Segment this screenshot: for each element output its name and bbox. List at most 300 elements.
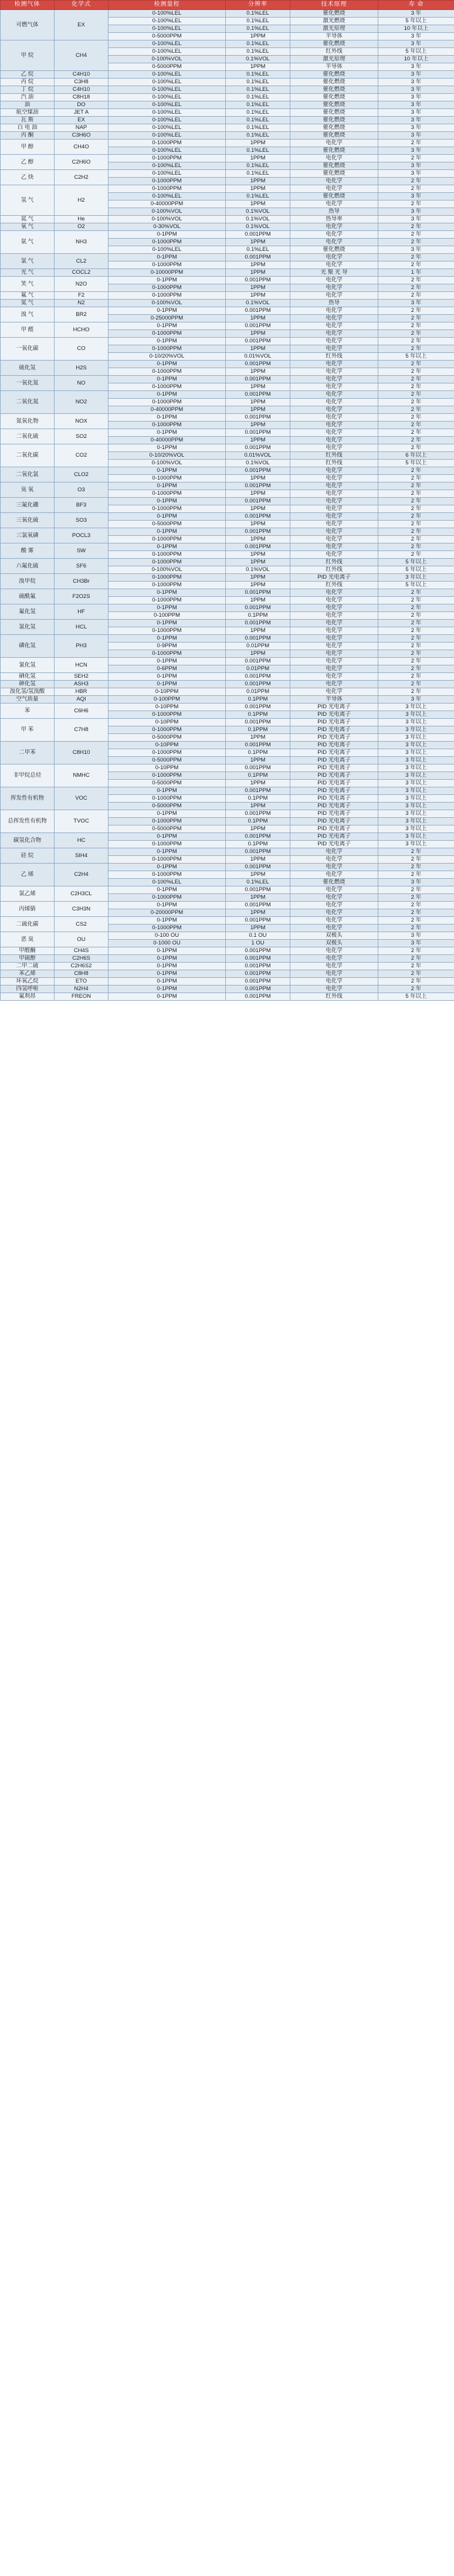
table-row bbox=[1, 559, 454, 566]
cell-detection-range: 0-1PPM bbox=[109, 970, 226, 978]
cell-gas-name: 甲 烷 bbox=[1, 40, 55, 71]
table-row bbox=[1, 658, 454, 665]
cell-detection-range: 0-1000PPM bbox=[109, 818, 226, 825]
cell-technology: 电化学 bbox=[290, 399, 378, 406]
cell-chemical-formula: CH4 bbox=[55, 40, 109, 71]
cell-life: 2 年 bbox=[378, 292, 454, 300]
cell-resolution: 0.001PPM bbox=[226, 589, 290, 597]
cell-detection-range: 0-1PPM bbox=[109, 673, 226, 681]
cell-detection-range: 0-1000PPM bbox=[109, 185, 226, 193]
cell-gas-name: 氟利昂 bbox=[1, 993, 55, 1001]
cell-technology: 电化学 bbox=[290, 178, 378, 185]
cell-life: 2 年 bbox=[378, 589, 454, 597]
cell-technology: 热导率 bbox=[290, 216, 378, 223]
cell-life: 1 年 bbox=[378, 269, 454, 277]
cell-chemical-formula: POCL3 bbox=[55, 528, 109, 543]
cell-technology: 电化学 bbox=[290, 536, 378, 543]
cell-life: 2 年 bbox=[378, 925, 454, 932]
cell-technology: PID 光电离子 bbox=[290, 825, 378, 833]
cell-detection-range: 0-1000PPM bbox=[109, 284, 226, 292]
cell-gas-name: 氟化氢 bbox=[1, 604, 55, 620]
cell-resolution: 0.1PPM bbox=[226, 818, 290, 825]
cell-life: 5 年以上 bbox=[378, 559, 454, 566]
cell-resolution: 0.001PPM bbox=[226, 307, 290, 315]
cell-resolution: 0.1 OU bbox=[226, 932, 290, 940]
cell-life: 2 年 bbox=[378, 406, 454, 414]
cell-chemical-formula: NH3 bbox=[55, 231, 109, 254]
cell-life: 3 年 bbox=[378, 300, 454, 307]
cell-technology: 红外线 bbox=[290, 582, 378, 589]
cell-resolution: 1PPM bbox=[226, 368, 290, 376]
cell-detection-range: 0-30%VOL bbox=[109, 223, 226, 231]
cell-life: 2 年 bbox=[378, 315, 454, 322]
cell-technology: 电化学 bbox=[290, 978, 378, 985]
cell-life: 3 年 bbox=[378, 33, 454, 40]
cell-gas-name: 光 气 bbox=[1, 269, 55, 277]
cell-life: 2 年 bbox=[378, 665, 454, 673]
cell-life: 2 年 bbox=[378, 521, 454, 528]
cell-technology: PID 光电离子 bbox=[290, 711, 378, 719]
cell-technology: 电化学 bbox=[290, 475, 378, 482]
cell-resolution: 1PPM bbox=[226, 330, 290, 338]
cell-life: 5 年以上 bbox=[378, 993, 454, 1001]
cell-detection-range: 0-100%LEL bbox=[109, 117, 226, 124]
cell-gas-name: 硅 烷 bbox=[1, 848, 55, 864]
cell-chemical-formula: NMHC bbox=[55, 764, 109, 787]
cell-gas-name: 二甲二硫 bbox=[1, 963, 55, 970]
cell-chemical-formula: C4H10 bbox=[55, 86, 109, 94]
cell-chemical-formula: C2H6S2 bbox=[55, 963, 109, 970]
cell-detection-range: 0-1000PPM bbox=[109, 841, 226, 848]
cell-life: 3 年 bbox=[378, 71, 454, 79]
cell-detection-range: 0-100%VOL bbox=[109, 216, 226, 223]
cell-resolution: 0.1%LEL bbox=[226, 132, 290, 140]
cell-resolution: 0.001PPM bbox=[226, 376, 290, 383]
cell-technology: 电化学 bbox=[290, 985, 378, 993]
cell-detection-range: 0-5000PPM bbox=[109, 63, 226, 71]
cell-resolution: 0.001PPM bbox=[226, 277, 290, 284]
cell-technology: 热导 bbox=[290, 300, 378, 307]
cell-technology: 电化学 bbox=[290, 261, 378, 269]
cell-gas-name: 氮 气 bbox=[1, 300, 55, 307]
cell-technology: 电化学 bbox=[290, 505, 378, 513]
cell-resolution: 1PPM bbox=[226, 582, 290, 589]
cell-detection-range: 0-100%LEL bbox=[109, 109, 226, 117]
cell-life: 2 年 bbox=[378, 254, 454, 261]
cell-resolution: 1PPM bbox=[226, 33, 290, 40]
table-row bbox=[1, 10, 454, 18]
cell-life: 2 年 bbox=[378, 338, 454, 345]
cell-life: 2 年 bbox=[378, 482, 454, 490]
cell-technology: 电化学 bbox=[290, 330, 378, 338]
cell-technology: PID 光电离子 bbox=[290, 742, 378, 749]
cell-detection-range: 0-1PPM bbox=[109, 787, 226, 795]
table-row bbox=[1, 269, 454, 277]
table-row bbox=[1, 117, 454, 124]
table-row bbox=[1, 696, 454, 704]
cell-gas-name: 氨 气 bbox=[1, 231, 55, 254]
cell-chemical-formula: N2O bbox=[55, 277, 109, 292]
cell-resolution: 0.001PPM bbox=[226, 833, 290, 841]
cell-chemical-formula: CH3Br bbox=[55, 574, 109, 589]
cell-technology: 电化学 bbox=[290, 140, 378, 147]
table-row bbox=[1, 742, 454, 749]
column-header-range: 检测量程 bbox=[109, 1, 226, 10]
cell-resolution: 1PPM bbox=[226, 559, 290, 566]
cell-detection-range: 0-1PPM bbox=[109, 482, 226, 490]
cell-technology: PID 光电离子 bbox=[290, 780, 378, 787]
cell-resolution: 0.1%LEL bbox=[226, 25, 290, 33]
cell-gas-name: 四氢呼啦 bbox=[1, 985, 55, 993]
cell-chemical-formula: C4H10 bbox=[55, 71, 109, 79]
cell-technology: 热导 bbox=[290, 208, 378, 216]
table-row bbox=[1, 993, 454, 1001]
cell-chemical-formula: O2 bbox=[55, 223, 109, 231]
cell-resolution: 0.001PPM bbox=[226, 955, 290, 963]
cell-resolution: 0.1%VOL bbox=[226, 566, 290, 574]
cell-detection-range: 0-20000PPM bbox=[109, 909, 226, 917]
cell-chemical-formula: BR2 bbox=[55, 307, 109, 322]
cell-gas-name: 氮氧化物 bbox=[1, 414, 55, 429]
cell-life: 2 年 bbox=[378, 612, 454, 620]
cell-resolution: 0.1%LEL bbox=[226, 147, 290, 155]
table-row bbox=[1, 719, 454, 726]
cell-technology: 电化学 bbox=[290, 467, 378, 475]
cell-technology: PID 光电离子 bbox=[290, 772, 378, 780]
table-row bbox=[1, 322, 454, 330]
cell-chemical-formula: HBR bbox=[55, 688, 109, 696]
cell-detection-range: 0-1PPM bbox=[109, 376, 226, 383]
cell-technology: 电化学 bbox=[290, 322, 378, 330]
table-row bbox=[1, 109, 454, 117]
cell-detection-range: 0-1000PPM bbox=[109, 795, 226, 803]
table-row bbox=[1, 764, 454, 772]
cell-gas-name: 氯乙烯 bbox=[1, 886, 55, 902]
table-row bbox=[1, 947, 454, 955]
cell-detection-range: 0-1000PPM bbox=[109, 368, 226, 376]
cell-detection-range: 0-1000 OU bbox=[109, 940, 226, 947]
table-row bbox=[1, 482, 454, 490]
cell-technology: 催化燃烧 bbox=[290, 86, 378, 94]
cell-resolution: 0.001PPM bbox=[226, 322, 290, 330]
cell-life: 3 年 bbox=[378, 170, 454, 178]
cell-detection-range: 0-1PPM bbox=[109, 391, 226, 399]
cell-chemical-formula: CS2 bbox=[55, 917, 109, 932]
cell-technology: 电化学 bbox=[290, 307, 378, 315]
cell-resolution: 0.001PPM bbox=[226, 864, 290, 871]
cell-detection-range: 0-1PPM bbox=[109, 810, 226, 818]
cell-technology: 催化燃烧 bbox=[290, 94, 378, 101]
cell-life: 2 年 bbox=[378, 650, 454, 658]
table-row bbox=[1, 361, 454, 368]
cell-resolution: 0.1PPM bbox=[226, 696, 290, 704]
cell-chemical-formula: FREON bbox=[55, 993, 109, 1001]
cell-gas-name: 乙 醇 bbox=[1, 155, 55, 170]
cell-detection-range: 0-1000PPM bbox=[109, 292, 226, 300]
cell-gas-name: 磷化氢 bbox=[1, 635, 55, 658]
cell-resolution: 0.001PPM bbox=[226, 498, 290, 505]
cell-gas-name: 氦 气 bbox=[1, 216, 55, 223]
cell-chemical-formula: C3H6O bbox=[55, 132, 109, 140]
cell-technology: 催化燃烧 bbox=[290, 170, 378, 178]
cell-resolution: 1PPM bbox=[226, 825, 290, 833]
cell-chemical-formula: H2 bbox=[55, 185, 109, 216]
cell-gas-name: 乙 炔 bbox=[1, 170, 55, 185]
cell-technology: 激光原理 bbox=[290, 25, 378, 33]
cell-life: 3 年 bbox=[378, 109, 454, 117]
cell-technology: 电化学 bbox=[290, 406, 378, 414]
cell-detection-range: 0-5000PPM bbox=[109, 734, 226, 742]
table-row bbox=[1, 498, 454, 505]
cell-technology: PID 光电离子 bbox=[290, 818, 378, 825]
cell-chemical-formula: C3H8 bbox=[55, 79, 109, 86]
cell-resolution: 0.001PPM bbox=[226, 917, 290, 925]
cell-detection-range: 0-1000PPM bbox=[109, 925, 226, 932]
cell-detection-range: 0-1PPM bbox=[109, 658, 226, 665]
cell-detection-range: 0-100%LEL bbox=[109, 86, 226, 94]
cell-chemical-formula: BF3 bbox=[55, 498, 109, 513]
cell-technology: PID 光电离子 bbox=[290, 764, 378, 772]
cell-resolution: 0.001PPM bbox=[226, 764, 290, 772]
table-row bbox=[1, 40, 454, 48]
cell-detection-range: 0-1PPM bbox=[109, 833, 226, 841]
cell-life: 5 年以上 bbox=[378, 460, 454, 467]
cell-chemical-formula: EX bbox=[55, 117, 109, 124]
cell-technology: 电化学 bbox=[290, 635, 378, 643]
cell-chemical-formula: SF6 bbox=[55, 559, 109, 574]
cell-chemical-formula: C2H3CL bbox=[55, 886, 109, 902]
cell-gas-name: 甲 苯 bbox=[1, 719, 55, 742]
cell-chemical-formula: OU bbox=[55, 932, 109, 947]
cell-gas-name: 二氧化硫 bbox=[1, 429, 55, 444]
cell-life: 2 年 bbox=[378, 429, 454, 437]
cell-resolution: 1PPM bbox=[226, 505, 290, 513]
cell-life: 3 年以上 bbox=[378, 749, 454, 757]
cell-resolution: 0.001PPM bbox=[226, 528, 290, 536]
cell-chemical-formula: CL2 bbox=[55, 254, 109, 269]
cell-resolution: 0.1%VOL bbox=[226, 56, 290, 63]
cell-resolution: 0.1%LEL bbox=[226, 193, 290, 200]
cell-technology: 催化燃烧 bbox=[290, 193, 378, 200]
cell-resolution: 0.1PPM bbox=[226, 711, 290, 719]
cell-technology: 电化学 bbox=[290, 856, 378, 864]
cell-resolution: 1PPM bbox=[226, 909, 290, 917]
cell-chemical-formula: CH4S bbox=[55, 947, 109, 955]
cell-life: 5 年以上 bbox=[378, 582, 454, 589]
cell-detection-range: 0-1000PPM bbox=[109, 856, 226, 864]
cell-technology: 电化学 bbox=[290, 292, 378, 300]
cell-technology: 电化学 bbox=[290, 612, 378, 620]
cell-life: 2 年 bbox=[378, 444, 454, 452]
cell-detection-range: 0-1000PPM bbox=[109, 399, 226, 406]
cell-detection-range: 0-1000PPM bbox=[109, 490, 226, 498]
cell-detection-range: 0-1000PPM bbox=[109, 536, 226, 543]
cell-life: 2 年 bbox=[378, 627, 454, 635]
cell-detection-range: 0-1PPM bbox=[109, 254, 226, 261]
column-header-formula: 化学式 bbox=[55, 1, 109, 10]
cell-detection-range: 0-1000PPM bbox=[109, 422, 226, 429]
cell-chemical-formula: SW bbox=[55, 543, 109, 559]
cell-detection-range: 0-1PPM bbox=[109, 231, 226, 239]
cell-life: 2 年 bbox=[378, 399, 454, 406]
cell-technology: 电化学 bbox=[290, 848, 378, 856]
cell-technology: 电化学 bbox=[290, 231, 378, 239]
cell-life: 2 年 bbox=[378, 536, 454, 543]
cell-chemical-formula: SO2 bbox=[55, 429, 109, 444]
cell-gas-name: 硫酰氟 bbox=[1, 589, 55, 604]
cell-resolution: 1PPM bbox=[226, 871, 290, 879]
cell-life: 2 年 bbox=[378, 330, 454, 338]
cell-gas-name: 硒化氢 bbox=[1, 673, 55, 681]
cell-technology: 催化燃烧 bbox=[290, 40, 378, 48]
cell-life: 3 年 bbox=[378, 246, 454, 254]
cell-resolution: 0.001PPM bbox=[226, 635, 290, 643]
cell-detection-range: 0-100%LEL bbox=[109, 162, 226, 170]
cell-resolution: 0.1%LEL bbox=[226, 162, 290, 170]
cell-resolution: 1PPM bbox=[226, 490, 290, 498]
cell-resolution: 0.001PPM bbox=[226, 231, 290, 239]
cell-life: 3 年以上 bbox=[378, 772, 454, 780]
cell-life: 3 年 bbox=[378, 193, 454, 200]
cell-gas-name: 一氧化碳 bbox=[1, 338, 55, 361]
cell-technology: 电化学 bbox=[290, 963, 378, 970]
cell-life: 3 年 bbox=[378, 940, 454, 947]
cell-detection-range: 0-1000PPM bbox=[109, 261, 226, 269]
cell-chemical-formula: N2H4 bbox=[55, 985, 109, 993]
cell-technology: 半导体 bbox=[290, 63, 378, 71]
cell-detection-range: 0-1PPM bbox=[109, 886, 226, 894]
cell-detection-range: 0-100%LEL bbox=[109, 48, 226, 56]
table-row bbox=[1, 94, 454, 101]
cell-detection-range: 0-1000PPM bbox=[109, 155, 226, 162]
cell-gas-name: 乙 烯 bbox=[1, 864, 55, 886]
cell-gas-name: 环氧乙烷 bbox=[1, 978, 55, 985]
cell-detection-range: 0-40000PPM bbox=[109, 200, 226, 208]
cell-resolution: 0.001PPM bbox=[226, 787, 290, 795]
cell-gas-name: 氰化氢 bbox=[1, 658, 55, 673]
cell-detection-range: 0-100PPM bbox=[109, 612, 226, 620]
table-row bbox=[1, 963, 454, 970]
cell-resolution: 0.001PPM bbox=[226, 414, 290, 422]
cell-resolution: 0.001PPM bbox=[226, 467, 290, 475]
cell-gas-name: 砷化氢 bbox=[1, 681, 55, 688]
cell-gas-name: 溴 气 bbox=[1, 307, 55, 322]
table-row bbox=[1, 864, 454, 871]
cell-life: 2 年 bbox=[378, 490, 454, 498]
table-row bbox=[1, 970, 454, 978]
cell-technology: 半导体 bbox=[290, 33, 378, 40]
cell-chemical-formula: ASH3 bbox=[55, 681, 109, 688]
cell-resolution: 1PPM bbox=[226, 475, 290, 482]
cell-detection-range: 0-100%LEL bbox=[109, 170, 226, 178]
cell-detection-range: 0-1000PPM bbox=[109, 597, 226, 604]
table-row bbox=[1, 338, 454, 345]
cell-gas-name: 溴甲烷 bbox=[1, 574, 55, 589]
cell-detection-range: 0-1PPM bbox=[109, 277, 226, 284]
cell-gas-name: 三氟化硼 bbox=[1, 498, 55, 513]
cell-resolution: 1PPM bbox=[226, 780, 290, 787]
cell-resolution: 0.001PPM bbox=[226, 719, 290, 726]
cell-resolution: 0.001PPM bbox=[226, 338, 290, 345]
cell-technology: 电化学 bbox=[290, 383, 378, 391]
cell-resolution: 0.001PPM bbox=[226, 993, 290, 1001]
cell-life: 2 年 bbox=[378, 688, 454, 696]
cell-gas-name: 甲硫醇 bbox=[1, 955, 55, 963]
cell-detection-range: 0-40000PPM bbox=[109, 406, 226, 414]
cell-technology: PID 光电离子 bbox=[290, 719, 378, 726]
cell-life: 3 年以上 bbox=[378, 810, 454, 818]
cell-detection-range: 0-10PPM bbox=[109, 688, 226, 696]
cell-chemical-formula: CO bbox=[55, 338, 109, 361]
cell-technology: 电化学 bbox=[290, 909, 378, 917]
cell-life: 3 年 bbox=[378, 208, 454, 216]
cell-resolution: 1PPM bbox=[226, 261, 290, 269]
cell-gas-name: 溴化氢/氢溴酸 bbox=[1, 688, 55, 696]
cell-technology: 催化燃烧 bbox=[290, 246, 378, 254]
cell-life: 3 年 bbox=[378, 879, 454, 886]
cell-gas-name: 甲 醇 bbox=[1, 140, 55, 155]
cell-life: 2 年 bbox=[378, 864, 454, 871]
column-header-life: 寿 命 bbox=[378, 1, 454, 10]
cell-life: 3 年以上 bbox=[378, 803, 454, 810]
table-row bbox=[1, 635, 454, 643]
cell-life: 3 年以上 bbox=[378, 787, 454, 795]
table-row bbox=[1, 574, 454, 582]
cell-resolution: 0.1%LEL bbox=[226, 124, 290, 132]
cell-resolution: 1PPM bbox=[226, 536, 290, 543]
table-row bbox=[1, 170, 454, 178]
cell-detection-range: 0-10000PPM bbox=[109, 269, 226, 277]
cell-chemical-formula: NOX bbox=[55, 414, 109, 429]
cell-life: 5 年以上 bbox=[378, 48, 454, 56]
cell-detection-range: 0-1PPM bbox=[109, 444, 226, 452]
cell-detection-range: 0-100%LEL bbox=[109, 147, 226, 155]
cell-life: 2 年 bbox=[378, 140, 454, 147]
cell-detection-range: 0-5000PPM bbox=[109, 803, 226, 810]
cell-life: 3 年以上 bbox=[378, 574, 454, 582]
cell-resolution: 1PPM bbox=[226, 269, 290, 277]
cell-gas-name: 瓦 斯 bbox=[1, 117, 55, 124]
cell-technology: 电化学 bbox=[290, 498, 378, 505]
cell-resolution: 0.001PPM bbox=[226, 886, 290, 894]
cell-life: 3 年以上 bbox=[378, 825, 454, 833]
table-row bbox=[1, 704, 454, 711]
cell-life: 3 年以上 bbox=[378, 833, 454, 841]
cell-technology: 电化学 bbox=[290, 650, 378, 658]
cell-technology: 电化学 bbox=[290, 543, 378, 551]
cell-detection-range: 0-1PPM bbox=[109, 902, 226, 909]
cell-resolution: 0.1%LEL bbox=[226, 94, 290, 101]
cell-technology: PID 光电离子 bbox=[290, 726, 378, 734]
cell-life: 2 年 bbox=[378, 361, 454, 368]
cell-detection-range: 0-5000PPM bbox=[109, 757, 226, 764]
cell-detection-range: 0-10PPM bbox=[109, 719, 226, 726]
table-row bbox=[1, 589, 454, 597]
cell-detection-range: 0-1000PPM bbox=[109, 574, 226, 582]
cell-chemical-formula: C8H8 bbox=[55, 970, 109, 978]
cell-gas-name: 油 bbox=[1, 101, 55, 109]
cell-resolution: 0.001PPM bbox=[226, 543, 290, 551]
cell-technology: 催化燃烧 bbox=[290, 124, 378, 132]
cell-resolution: 0.001PPM bbox=[226, 963, 290, 970]
cell-technology: 电化学 bbox=[290, 482, 378, 490]
cell-resolution: 0.1%VOL bbox=[226, 223, 290, 231]
cell-detection-range: 0-1PPM bbox=[109, 498, 226, 505]
table-row bbox=[1, 444, 454, 452]
cell-detection-range: 0-1PPM bbox=[109, 604, 226, 612]
cell-chemical-formula: C2H4 bbox=[55, 864, 109, 886]
cell-detection-range: 0-1PPM bbox=[109, 543, 226, 551]
